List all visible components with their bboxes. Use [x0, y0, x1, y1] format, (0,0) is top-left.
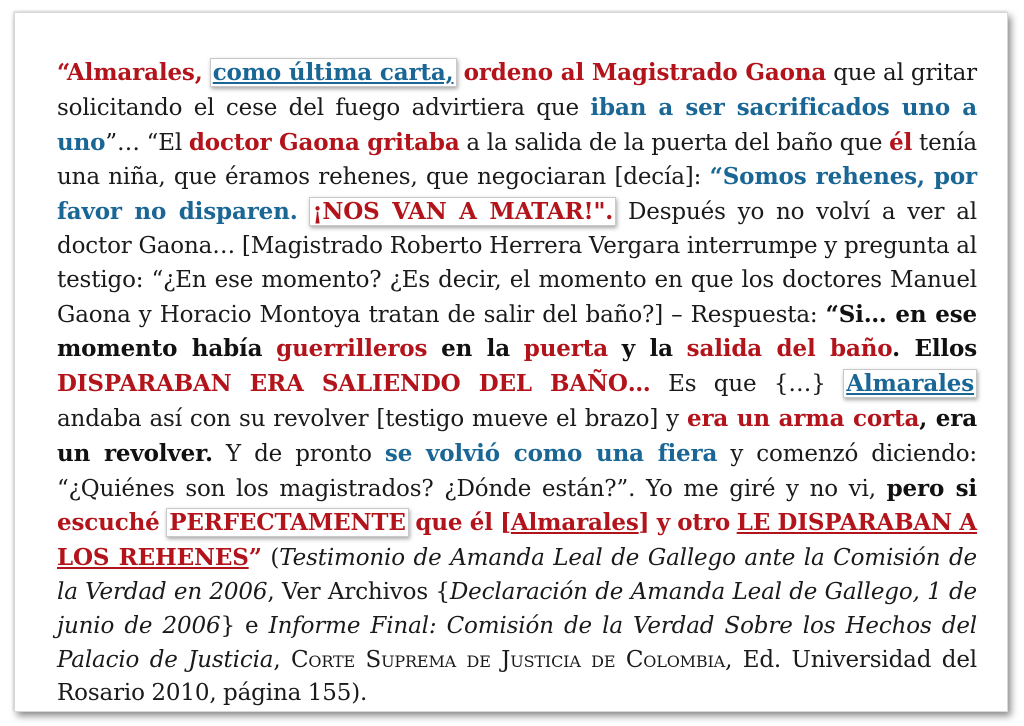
- blue-emphasis: iban a ser sacrificados uno a uno: [57, 93, 977, 156]
- bold-text: . Ellos: [892, 335, 977, 363]
- blue-emphasis: “Somos rehenes, por favor no disparen.: [57, 163, 978, 226]
- testimony-paragraph: [57, 56, 977, 711]
- open-quote: “: [57, 59, 67, 86]
- plain-text: a la salida de la puerta del baño que: [466, 129, 883, 156]
- red-emphasis: DISPARABAN ERA SALIENDO DEL BAÑO…: [57, 370, 651, 398]
- red-emphasis: ordeno al Magistrado Gaona: [463, 59, 827, 86]
- smallcaps-source: Corte Suprema de Justicia de Colombia: [290, 646, 726, 673]
- red-emphasis: era un arma corta: [686, 404, 920, 432]
- bold-text: en la: [441, 335, 510, 363]
- plain-text: (: [270, 545, 280, 572]
- red-emphasis: él: [889, 128, 913, 156]
- boxed-highlight: Almarales: [843, 369, 977, 398]
- plain-text: , Ed. Universidad del Rosario 2010, página 155).: [57, 646, 977, 707]
- plain-text: andaba así con su revolver [testigo mueve el brazo] y: [57, 405, 679, 432]
- red-emphasis: puerta: [523, 335, 608, 363]
- boxed-highlight: PERFECTAMENTE: [166, 508, 409, 537]
- plain-text: y comenzó diciendo: “¿Quiénes son los magistrados? ¿Dónde están?”. Yo me giré y no vi,: [57, 440, 977, 502]
- red-emphasis: salida del baño: [686, 335, 893, 363]
- plain-text: que al gritar solicitando el cese del fuego advirtiera que: [57, 60, 977, 121]
- red-emphasis: escuché: [57, 509, 160, 537]
- plain-text: Después yo no volví a ver al doctor Gaona… [Magistrado Roberto Herrera Vergara interrumpe y pregunta al testigo: “¿En ese momento? ¿Es decir, el momento en que los doctores Manuel Gaona y Horacio Montoya tratan de salir del baño?] – Respuesta:: [57, 199, 977, 328]
- red-emphasis: guerrilleros: [276, 335, 428, 363]
- italic-citation: Declaración de Amanda Leal de Gallego, 1 de junio de 2006: [57, 578, 977, 639]
- bold-text: , era un revolver.: [57, 404, 978, 467]
- plain-text: tenía una niña, que éramos rehenes, que negociaran [decía]:: [57, 129, 977, 191]
- red-emphasis: ] y otro: [638, 509, 731, 537]
- underlined-emphasis: LE DISPARABAN A LOS REHENES: [57, 509, 977, 572]
- bold-text: pero si: [886, 474, 977, 502]
- italic-citation: Informe Final: Comisión de la Verdad Sobre los Hechos del Palacio de Justicia: [57, 612, 977, 673]
- bold-text: y la: [621, 335, 673, 363]
- red-emphasis: que él [: [415, 509, 511, 537]
- boxed-highlight: como última carta,: [210, 58, 457, 87]
- close-quote: ”: [248, 544, 262, 572]
- underlined-name: Almarales: [510, 509, 639, 537]
- plain-text: Y de pronto: [225, 440, 372, 467]
- bold-text: “Si… en ese momento había: [57, 300, 978, 363]
- plain-text: , Ver Archivos {: [267, 578, 450, 605]
- name-emphasis: Almarales,: [66, 59, 203, 86]
- boxed-highlight: ¡NOS VAN A MATAR!".: [309, 197, 616, 226]
- plain-text: ”… “El: [105, 129, 183, 156]
- red-emphasis: doctor Gaona gritaba: [188, 128, 460, 156]
- plain-text: } e: [220, 612, 259, 639]
- blue-emphasis: se volvió como una fiera: [384, 439, 718, 467]
- plain-text: ,: [273, 646, 281, 673]
- italic-citation: Testimonio de Amanda Leal de Gallego ante la Comisión de la Verdad en 2006: [57, 545, 977, 605]
- plain-text: Es que {…}: [668, 371, 826, 398]
- quote-card: [14, 12, 1008, 712]
